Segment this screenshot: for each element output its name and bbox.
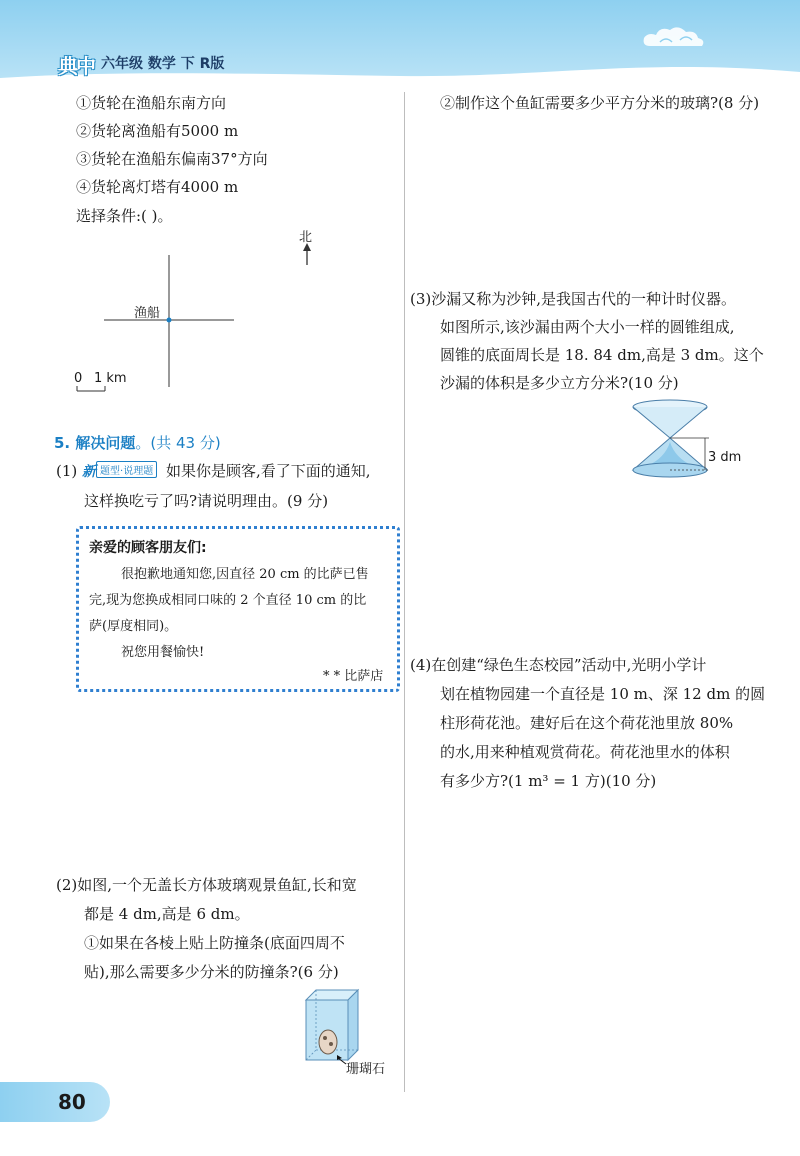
- cloud-icon: [640, 24, 720, 54]
- section-number: 5.: [54, 434, 71, 452]
- notice-line-2: 完,现为您换成相同口味的 2 个直径 10 cm 的比: [89, 593, 367, 608]
- section-score: 。(共 43 分): [135, 434, 221, 452]
- notice-signature: * * 比萨店: [323, 669, 384, 684]
- q2-number: (2): [56, 876, 78, 894]
- option-2: ②货轮离渔船有5000 m: [76, 122, 239, 140]
- book-title: 六年级 数学 下 R版: [101, 56, 225, 72]
- page-number: 80: [58, 1090, 86, 1114]
- new-tag: 新: [82, 464, 97, 480]
- q3-line1: [410, 288, 736, 309]
- q2-sub2: ②制作这个鱼缸需要多少平方分米的玻璃?(8 分): [440, 94, 760, 112]
- q2-text1: 如图,一个无盖长方体玻璃观景鱼缸,长和宽: [77, 876, 357, 894]
- notice-title: 亲爱的顾客朋友们:: [89, 540, 207, 556]
- brand-logo: 典中: [58, 54, 94, 78]
- scale-zero: 0: [74, 371, 83, 386]
- section-title: 解决问题: [75, 434, 136, 452]
- q2-sub1-line2: 贴),那么需要多少分米的防撞条?(6 分): [84, 963, 339, 981]
- q3-text1: 沙漏又称为沙钟,是我国古代的一种计时仪器。: [431, 290, 737, 308]
- pizza-notice: [76, 526, 400, 692]
- q3-text3: 圆锥的底面周长是 18. 84 dm,高是 3 dm。这个: [440, 346, 764, 364]
- coral-label: 珊瑚石: [346, 1062, 386, 1077]
- option-3: ③货轮在渔船东偏南37°方向: [76, 150, 268, 168]
- scale-label: 1 km: [94, 371, 127, 386]
- q2-sub1-line1: ①如果在各棱上贴上防撞条(底面四周不: [84, 934, 345, 952]
- page-header: [0, 0, 800, 78]
- q4-number: (4): [410, 656, 432, 674]
- section-5-heading: [54, 432, 221, 453]
- height-label: 3 dm: [708, 450, 742, 465]
- hourglass-illustration: [625, 398, 715, 480]
- q3-number: (3): [410, 290, 432, 308]
- q4-text4: 的水,用来种植观赏荷花。荷花池里水的体积: [440, 743, 730, 761]
- fish-tank-illustration: [300, 986, 370, 1066]
- option-4: ④货轮离灯塔有4000 m: [76, 178, 239, 196]
- option-1: ①货轮在渔船东南方向: [76, 94, 227, 112]
- q1-number: (1): [56, 462, 78, 480]
- notice-line-1: 很抱歉地通知您,因直径 20 cm 的比萨已售: [121, 567, 369, 582]
- q1-text1: 如果你是顾客,看了下面的通知,: [166, 462, 371, 480]
- q3-text4: 沙漏的体积是多少立方分米?(10 分): [440, 374, 679, 392]
- q4-text5: 有多少方?(1 m³ = 1 方)(10 分): [440, 772, 657, 790]
- page-number-tab: [0, 1082, 110, 1122]
- q1-text2: 这样换吃亏了吗?请说明理由。(9 分): [84, 492, 329, 510]
- select-prompt: 选择条件:( )。: [76, 207, 173, 225]
- q4-text1: 在创建“绿色生态校园”活动中,光明小学计: [431, 656, 707, 674]
- q3-text2: 如图所示,该沙漏由两个大小一样的圆锥组成,: [440, 318, 735, 336]
- column-divider: [404, 92, 405, 1092]
- q4-line1: [410, 654, 706, 675]
- q2-text2: 都是 4 dm,高是 6 dm。: [84, 905, 250, 923]
- q4-text2: 划在植物园建一个直径是 10 m、深 12 dm 的圆: [440, 685, 766, 703]
- north-label: 北: [299, 230, 313, 245]
- q2-line1: [56, 874, 357, 895]
- question-type-tag: 题型·说理题: [96, 461, 157, 478]
- boat-label: 渔船: [134, 306, 161, 321]
- q4-text3: 柱形荷花池。建好后在这个荷花池里放 80%: [440, 714, 734, 732]
- q1-line1: [56, 460, 371, 481]
- position-map: [60, 225, 340, 395]
- notice-line-3: 萨(厚度相同)。: [89, 619, 178, 634]
- notice-line-4: 祝您用餐愉快!: [121, 645, 205, 660]
